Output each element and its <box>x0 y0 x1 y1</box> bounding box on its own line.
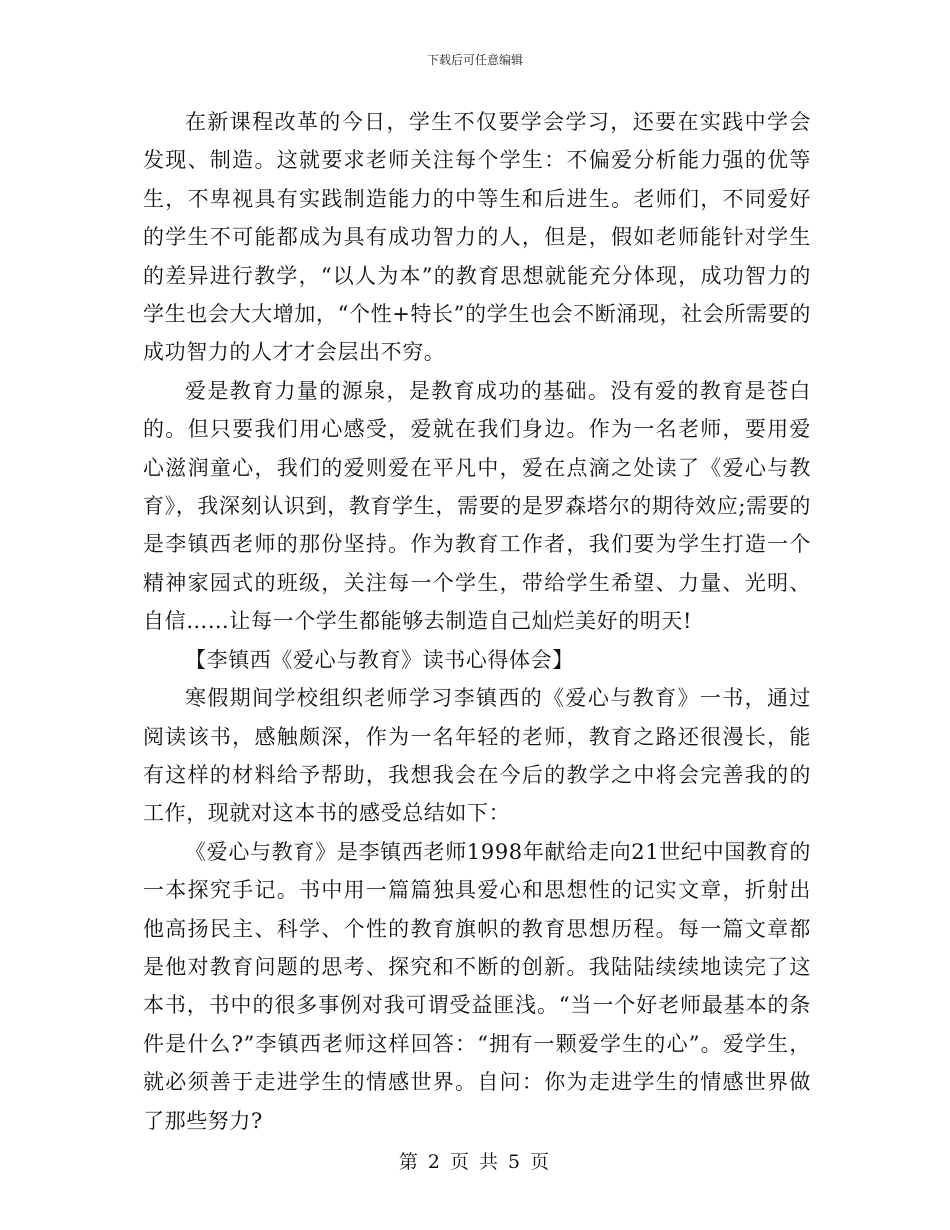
page-number: 第 2 页 共 5 页 <box>398 1151 552 1173</box>
paragraph-2: 爱是教育力量的源泉，是教育成功的基础。没有爱的教育是苍白的。但只要我们用心感受，爱就在我们身边。作为一名老师，要用爱心滋润童心，我们的爱则爱在平凡中，爱在点滴之处读了《爱心与教育》，我深刻认识到，教育学生，需要的是罗森塔尔的期待效应;需要的是李镇西老师的那份坚持。作为教育工作者，我们要为学生打造一个精神家园式的班级，关注每一个学生，带给学生希望、力量、光明、自信……让每一个学生都能够去制造自己灿烂美好的明天! <box>143 378 811 634</box>
paragraph-3: 寒假期间学校组织老师学习李镇西的《爱心与教育》一书，通过阅读该书，感触颇深，作为一名年轻的老师，教育之路还很漫长，能有这样的材料给予帮助，我想我会在今后的教学之中将会完善我的的工作，现就对这本书的感受总结如下： <box>143 686 811 826</box>
document-body <box>143 103 811 1140</box>
paragraph-1: 在新课程改革的今日，学生不仅要学会学习，还要在实践中学会发现、制造。这就要求老师关注每个学生：不偏爱分析能力强的优等生，不卑视具有实践制造能力的中等生和后进生。老师们，不同爱好的学生不可能都成为具有成功智力的人，但是，假如老师能针对学生的差异进行教学，“以人为本”的教育思想就能充分体现，成功智力的学生也会大大增加，“个性+特长”的学生也会不断涌现，社会所需要的成功智力的人才才会层出不穷。 <box>143 110 811 365</box>
section-heading: 【李镇西《爱心与教育》读书心得体会】 <box>185 647 574 672</box>
paragraph-4: 《爱心与教育》是李镇西老师1998年献给走向21世纪中国教育的一本探究手记。书中用一篇篇独具爱心和思想性的记实文章，折射出他高扬民主、科学、个性的教育旗帜的教育思想历程。每一篇文章都是他对教育问题的思考、探究和不断的创新。我陆陆续续地读完了这本书，书中的很多事例对我可谓受益匪浅。“当一个好老师最基本的条件是什么?”李镇西老师这样回答：“拥有一颗爱学生的心”。爱学生，就必须善于走进学生的情感世界。自问：你为走进学生的情感世界做了那些努力? <box>143 839 811 1133</box>
page-header-note: 下载后可任意编辑 <box>426 53 523 67</box>
